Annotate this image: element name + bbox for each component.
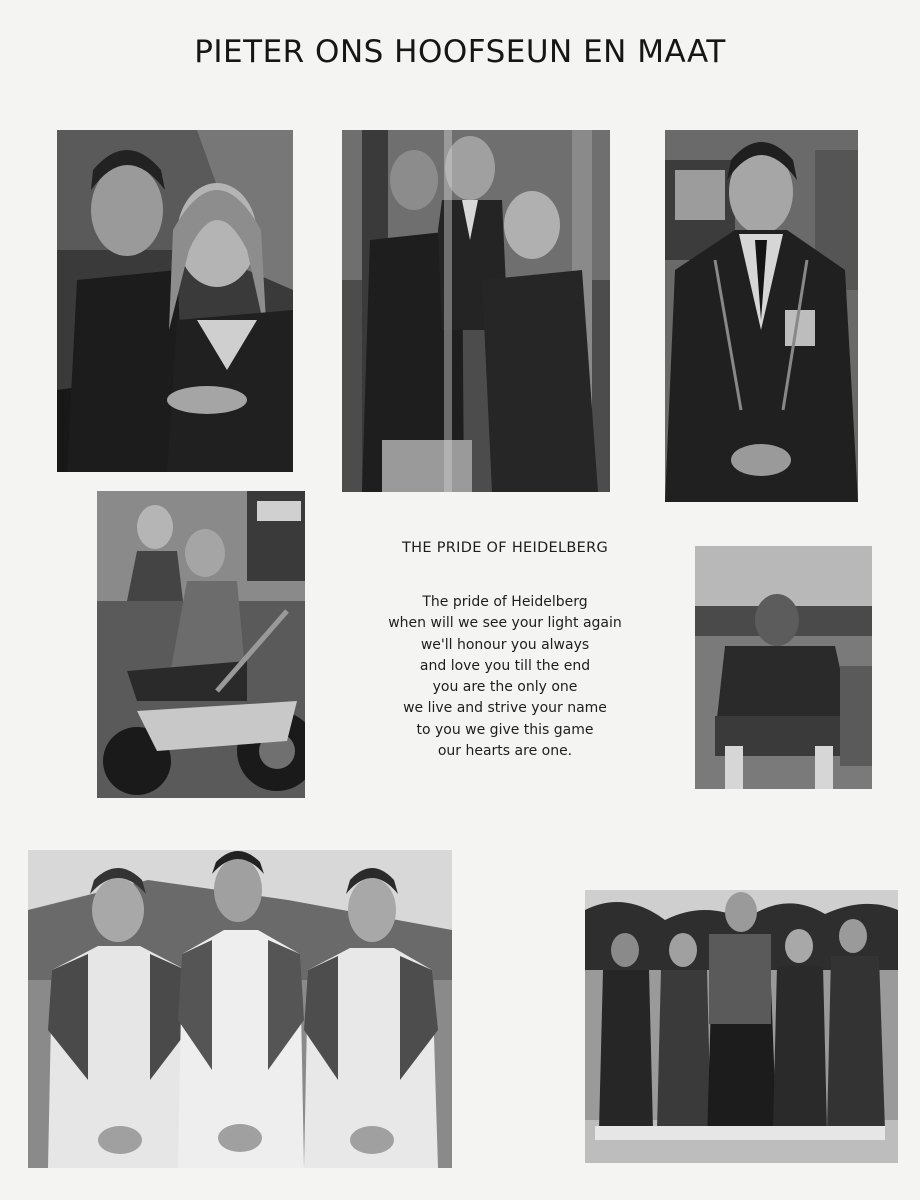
poem-line: when will we see your light again	[388, 615, 622, 632]
couple-photo	[57, 130, 293, 472]
poem-line: The pride of Heidelberg	[422, 594, 588, 610]
three-boys-team-photo	[28, 850, 452, 1168]
poem-line: we'll honour you always	[420, 636, 590, 653]
school-blazer-portrait-photo	[665, 130, 858, 502]
family-group-photo	[342, 130, 610, 492]
coach-with-boys-photo	[585, 890, 898, 1163]
poem-line: we live and strive your name	[403, 700, 607, 717]
poem-line: you are the only one	[432, 679, 578, 696]
poem-line: to you we give this game	[416, 721, 594, 738]
page-title: PIETER ONS HOOFSEUN EN MAAT	[194, 34, 726, 70]
motorcycle-photo	[97, 491, 305, 798]
poem-line: our hearts are one.	[437, 743, 573, 760]
poem-title: THE PRIDE OF HEIDELBERG	[402, 540, 608, 556]
poem	[345, 540, 665, 762]
seated-player-photo	[695, 546, 872, 789]
poem-line: and love you till the end	[419, 657, 591, 674]
